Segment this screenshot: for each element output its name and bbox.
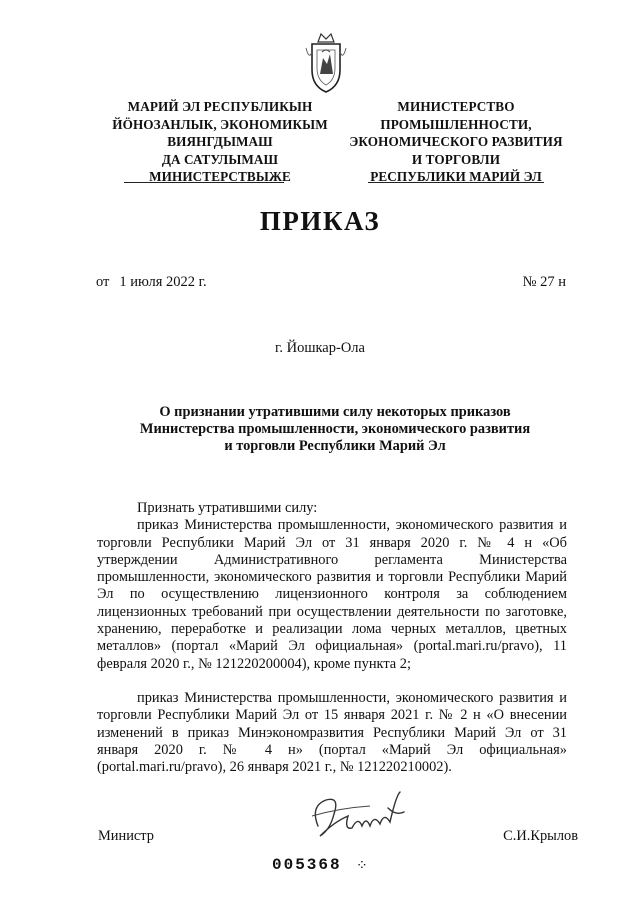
body-intro: Признать утратившими силу:	[137, 500, 318, 516]
handwritten-signature	[300, 786, 420, 846]
header-line: МИНИСТЕРСТВЫЖЕ	[149, 169, 291, 185]
document-subject	[100, 404, 570, 455]
header-line: МИНИСТЕРСТВО	[397, 99, 515, 114]
subject-line: и торговли Республики Марий Эл	[224, 438, 446, 454]
date-value: 1 июля 2022 г.	[119, 274, 207, 290]
date-prefix: от	[96, 274, 110, 290]
document-body	[97, 500, 567, 776]
document-number: № 27 н	[522, 274, 566, 290]
header-line: ЭКОНОМИЧЕСКОГО РАЗВИТИЯ	[349, 134, 563, 150]
header-underline	[124, 182, 284, 183]
signer-position: Министр	[98, 828, 154, 844]
registration-number: 005368	[272, 856, 342, 874]
header-line: И ТОРГОВЛИ	[411, 151, 501, 167]
document-date	[96, 274, 207, 291]
coat-of-arms-emblem	[303, 30, 349, 94]
document-city: г. Йошкар-Ола	[275, 340, 365, 356]
body-item: приказ Министерства промышленности, экономического развития и торговли Республики Марий Эл от 31 января 2020 г. № 4 н «Об утверждении Административного регламента Министерства промышленности, экономического развития и торговли Республики Марий Эл по осуществлению лицензионного контроля за соблюдением лицензионных требований при осуществлении деятельности по заготовке, хранению, переработке и реализации лома черных металлов, цветных металлов» (портал «Марий Эл официальная» (portal.mari.ru/pravo), 11 февраля 2020 г., № 121220200004), кроме пункта 2;	[97, 517, 567, 672]
header-line: РЕСПУБЛИКИ МАРИЙ ЭЛ	[370, 169, 542, 185]
signer-name: С.И.Крылов	[503, 828, 578, 844]
body-item: приказ Министерства промышленности, экономического развития и торговли Республики Марий Эл от 15 января 2021 г. № 2 н «О внесении изменений в приказ Минэкономразвития Республики Марий Эл от 31 января 2020 г. № 4 н» (портал «Марий Эл официальная» (portal.mari.ru/pravo), 26 января 2021 г., № 121220210002).	[97, 689, 567, 776]
subject-line: О признании утратившими силу некоторых приказов	[159, 404, 511, 420]
header-underline	[368, 182, 544, 183]
header-line: ВИЯНГДЫМАШ	[167, 134, 273, 150]
subject-line: Министерства промышленности, экономического развития	[139, 421, 531, 437]
header-line: ЙӦНОЗАНЛЫК, ЭКОНОМИКЫМ	[112, 116, 328, 132]
header-line: МАРИЙ ЭЛ РЕСПУБЛИКЫН	[127, 99, 313, 114]
document-title: ПРИКАЗ	[259, 206, 381, 236]
header-name-mari	[100, 98, 340, 186]
header-line: ДА САТУЛЫМАШ	[161, 151, 279, 167]
header-name-russian	[340, 98, 572, 186]
registration-mark-icon: ⁘	[356, 858, 368, 874]
header-line: ПРОМЫШЛЕННОСТИ,	[380, 116, 532, 132]
